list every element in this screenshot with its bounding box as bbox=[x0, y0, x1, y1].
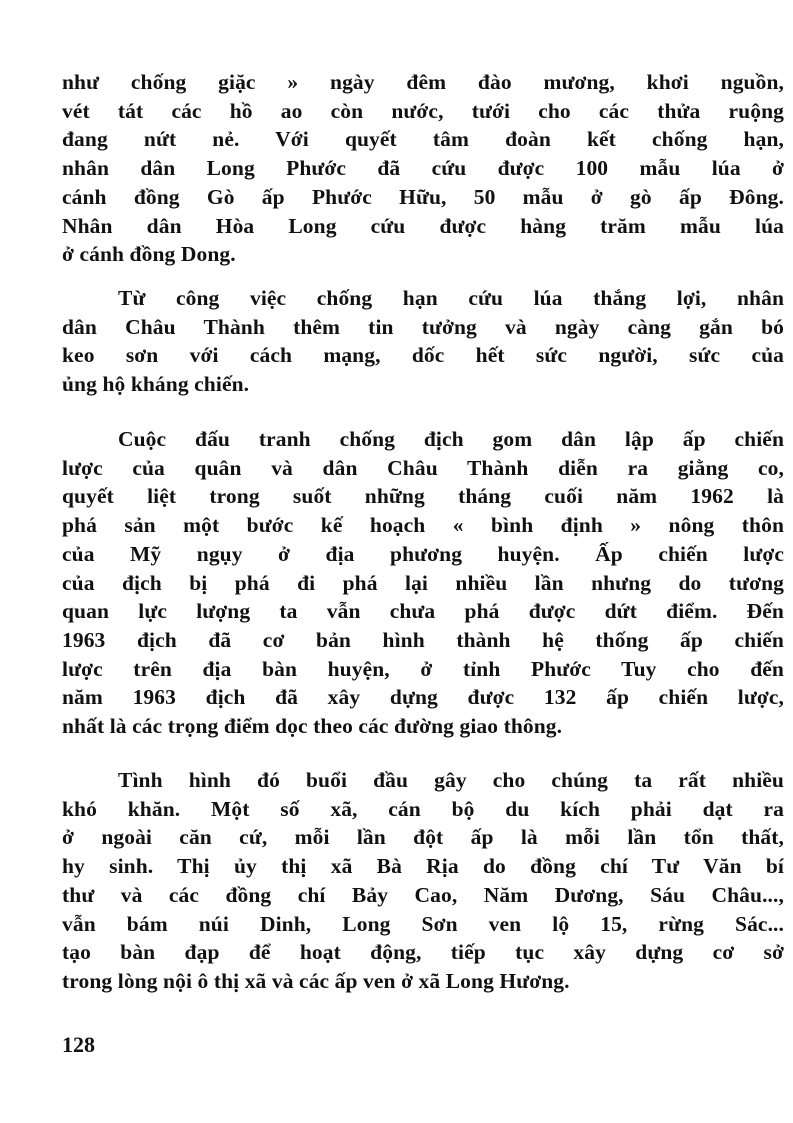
text-line: lược của quân và dân Châu Thành diễn ra giằng co, bbox=[62, 455, 784, 480]
text-line: Tình hình đó buổi đầu gây cho chúng ta rất nhiều bbox=[118, 768, 784, 792]
text-line: 1963 địch đã cơ bản hình thành hệ thống ấp chiến bbox=[62, 627, 784, 652]
text-line: như chống giặc » ngày đêm đào mương, khơi nguồn, bbox=[62, 70, 784, 94]
text-line: khó khăn. Một số xã, cán bộ du kích phải dạt ra bbox=[62, 796, 784, 821]
text-line: ủng hộ kháng chiến. bbox=[62, 372, 250, 397]
text-line: Nhân dân Hòa Long cứu được hàng trăm mẫu lúa bbox=[62, 213, 784, 238]
text-line: quyết liệt trong suốt những tháng cuối năm 1962 là bbox=[62, 484, 784, 509]
text-line: thư và các đồng chí Bảy Cao, Năm Dương, Sáu Châu..., bbox=[62, 882, 784, 907]
text-line: cánh đồng Gò ấp Phước Hữu, 50 mẫu ở gò ấp Đông. bbox=[62, 184, 784, 209]
page-number: 128 bbox=[62, 1032, 95, 1057]
text-line: Từ công việc chống hạn cứu lúa thắng lợi, nhân bbox=[118, 286, 784, 310]
text-line: nhân dân Long Phước đã cứu được 100 mẫu lúa ở bbox=[62, 156, 784, 181]
text-line: năm 1963 địch đã xây dựng được 132 ấp chiến lược, bbox=[62, 685, 784, 710]
text-line: phá sản một bước kế hoạch « bình định » nông thôn bbox=[62, 513, 784, 538]
text-line: ở ngoài căn cứ, mỗi lần đột ấp là mỗi lần tổn thất, bbox=[62, 825, 784, 850]
text-line: keo sơn với cách mạng, dốc hết sức người, sức của bbox=[62, 343, 784, 368]
text-line: lược trên địa bàn huyện, ở tỉnh Phước Tuy cho đến bbox=[62, 656, 784, 681]
text-line: của Mỹ ngụy ở địa phương huyện. Ấp chiến lược bbox=[62, 541, 784, 566]
text-line: hy sinh. Thị ủy thị xã Bà Rịa do đồng chí Tư Văn bí bbox=[62, 854, 784, 879]
text-line: đang nứt nẻ. Với quyết tâm đoàn kết chống hạn, bbox=[62, 127, 784, 152]
text-line: trong lòng nội ô thị xã và các ấp ven ở xã Long Hương. bbox=[62, 968, 570, 993]
text-line: dân Châu Thành thêm tin tưởng và ngày càng gắn bó bbox=[62, 314, 784, 339]
text-line: Cuộc đấu tranh chống địch gom dân lập ấp chiến bbox=[118, 427, 784, 451]
text-line: tạo bàn đạp để hoạt động, tiếp tục xây dựng cơ sở bbox=[62, 940, 784, 965]
text-line: quan lực lượng ta vẫn chưa phá được dứt điểm. Đến bbox=[62, 599, 784, 624]
text-line: vẫn bám núi Dinh, Long Sơn ven lộ 15, rừng Sác... bbox=[62, 911, 784, 936]
text-line: của địch bị phá đi phá lại nhiều lần nhưng do tương bbox=[62, 570, 784, 595]
text-line: ở cánh đồng Dong. bbox=[62, 242, 236, 267]
text-line: vét tát các hồ ao còn nước, tưới cho các thửa ruộng bbox=[62, 98, 784, 123]
text-line: nhất là các trọng điểm dọc theo các đường giao thông. bbox=[62, 714, 563, 738]
